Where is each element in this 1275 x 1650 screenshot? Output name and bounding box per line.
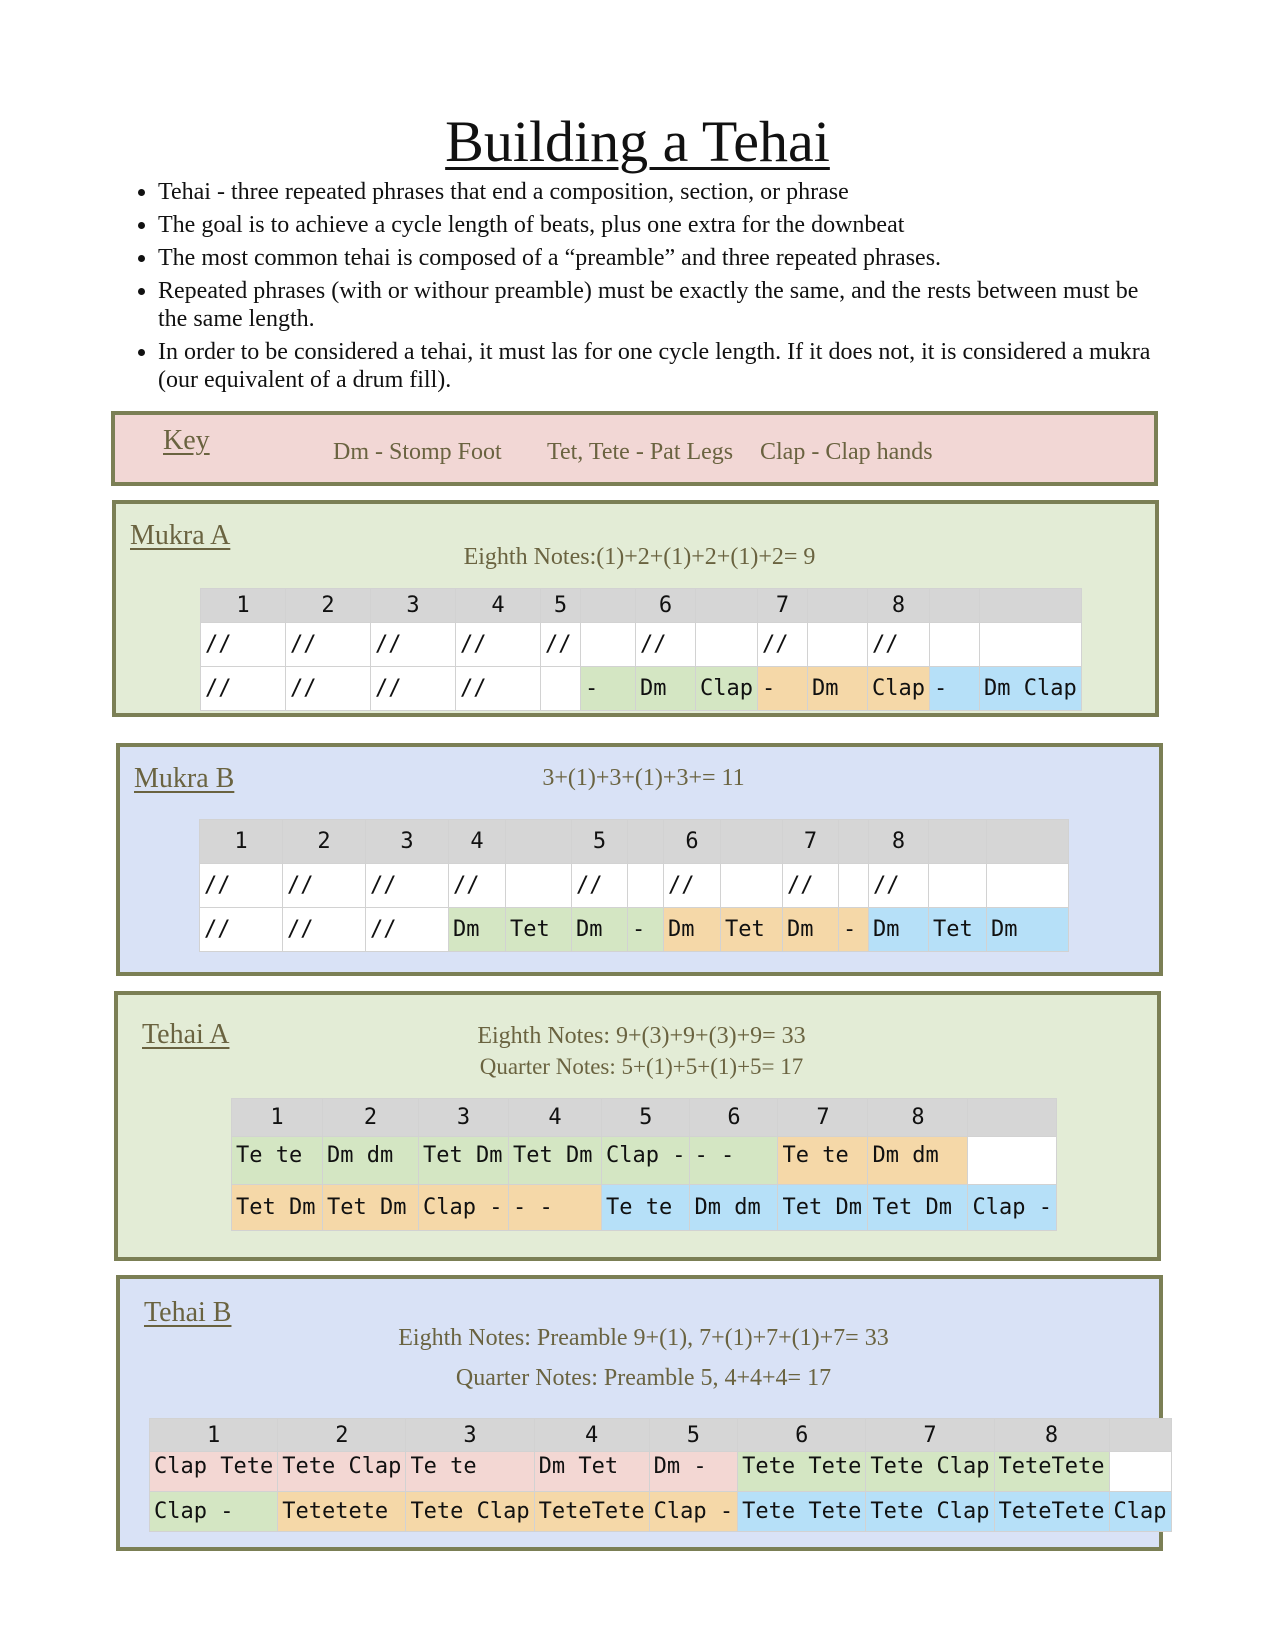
cell bbox=[839, 864, 869, 908]
beat-header bbox=[628, 820, 664, 864]
tehai-b-row-1 bbox=[150, 1452, 1172, 1492]
key-panel bbox=[111, 411, 1158, 486]
cell bbox=[541, 667, 581, 711]
beat-header: 6 bbox=[636, 589, 696, 623]
tehai-a-table bbox=[231, 1098, 1057, 1231]
cell bbox=[696, 623, 758, 667]
cell bbox=[929, 864, 987, 908]
beat-header: 8 bbox=[867, 589, 929, 623]
cell: Dm dm bbox=[868, 1137, 968, 1185]
cell: Dm bbox=[869, 908, 929, 952]
beat-header: 4 bbox=[534, 1419, 649, 1452]
mukra-a-header-row bbox=[201, 589, 1082, 623]
beat-header: 2 bbox=[323, 1099, 419, 1137]
tehai-b-formula-eighth: Eighth Notes: Preamble 9+(1), 7+(1)+7+(1)+7= 33 bbox=[398, 1325, 889, 1351]
cell bbox=[979, 623, 1081, 667]
cell: // bbox=[869, 864, 929, 908]
key-item-clap: Clap - Clap hands bbox=[760, 439, 933, 465]
beat-header: 1 bbox=[150, 1419, 278, 1452]
key-label: Key bbox=[163, 425, 210, 456]
beat-header bbox=[696, 589, 758, 623]
cell: // bbox=[366, 864, 449, 908]
cell: TeteTete bbox=[534, 1492, 649, 1532]
cell bbox=[581, 623, 636, 667]
cell: Tete Clap bbox=[278, 1452, 406, 1492]
mukra-a-row-2 bbox=[201, 667, 1082, 711]
cell bbox=[628, 864, 664, 908]
beat-header: 5 bbox=[602, 1099, 690, 1137]
beat-header bbox=[979, 589, 1081, 623]
cell: // bbox=[449, 864, 506, 908]
cell: // bbox=[201, 623, 286, 667]
cell: // bbox=[371, 623, 456, 667]
beat-header: 8 bbox=[994, 1419, 1109, 1452]
cell: Dm bbox=[783, 908, 839, 952]
beat-header: 2 bbox=[278, 1419, 406, 1452]
cell: Clap - bbox=[602, 1137, 690, 1185]
cell: - bbox=[581, 667, 636, 711]
tehai-a-row-2 bbox=[232, 1185, 1057, 1231]
beat-header: 4 bbox=[456, 589, 541, 623]
cell: Te te bbox=[602, 1185, 690, 1231]
cell: Tet Dm bbox=[419, 1137, 509, 1185]
cell: Dm Clap bbox=[979, 667, 1081, 711]
cell: Dm bbox=[987, 908, 1069, 952]
beat-header: 5 bbox=[649, 1419, 737, 1452]
beat-header: 7 bbox=[783, 820, 839, 864]
tehai-b-formula-quarter: Quarter Notes: Preamble 5, 4+4+4= 17 bbox=[455, 1365, 832, 1391]
bullet-list bbox=[150, 178, 1168, 399]
beat-header bbox=[807, 589, 867, 623]
cell: Tete Tete bbox=[738, 1492, 866, 1532]
mukra-b-row-1 bbox=[200, 864, 1069, 908]
cell: Tet Dm bbox=[868, 1185, 968, 1231]
cell: // bbox=[456, 667, 541, 711]
mukra-b-formula: 3+(1)+3+(1)+3+= 11 bbox=[542, 765, 745, 791]
cell: Clap bbox=[867, 667, 929, 711]
cell: Tet Dm bbox=[509, 1137, 602, 1185]
cell: - bbox=[628, 908, 664, 952]
beat-header: 4 bbox=[449, 820, 506, 864]
beat-header: 5 bbox=[572, 820, 628, 864]
cell: // bbox=[366, 908, 449, 952]
cell: // bbox=[636, 623, 696, 667]
cell: TeteTete bbox=[994, 1452, 1109, 1492]
beat-header: 6 bbox=[738, 1419, 866, 1452]
cell: Tete Tete bbox=[738, 1452, 866, 1492]
beat-header bbox=[968, 1099, 1056, 1137]
cell: Tet Dm bbox=[778, 1185, 868, 1231]
key-item-tet: Tet, Tete - Pat Legs bbox=[547, 439, 734, 465]
cell: Te te bbox=[406, 1452, 534, 1492]
beat-header: 7 bbox=[866, 1419, 994, 1452]
cell: // bbox=[283, 908, 366, 952]
cell: Te te bbox=[232, 1137, 323, 1185]
tehai-b-header-row bbox=[150, 1419, 1172, 1452]
cell bbox=[807, 623, 867, 667]
tehai-a-title: Tehai A bbox=[142, 1019, 230, 1050]
tehai-a-formula-eighth: Eighth Notes: 9+(3)+9+(3)+9= 33 bbox=[477, 1023, 806, 1049]
bullet-item: • The most common tehai is composed of a “preamble” and three repeated phrases. bbox=[158, 244, 1168, 272]
mukra-b-table bbox=[199, 819, 1069, 952]
cell: Tete Clap bbox=[406, 1492, 534, 1532]
cell: // bbox=[200, 864, 283, 908]
cell: Dm bbox=[572, 908, 628, 952]
cell: // bbox=[867, 623, 929, 667]
beat-header: 6 bbox=[664, 820, 721, 864]
beat-header: 8 bbox=[869, 820, 929, 864]
cell: - - bbox=[509, 1185, 602, 1231]
cell: Clap Tete bbox=[150, 1452, 278, 1492]
cell bbox=[506, 864, 572, 908]
bullet-item: • Repeated phrases (with or withour preamble) must be exactly the same, and the rests between must be the same length. bbox=[158, 277, 1168, 333]
mukra-b-header-row bbox=[200, 820, 1069, 864]
beat-header: 1 bbox=[201, 589, 286, 623]
cell: Tet bbox=[506, 908, 572, 952]
cell: - - bbox=[690, 1137, 778, 1185]
cell: // bbox=[286, 667, 371, 711]
beat-header bbox=[506, 820, 572, 864]
cell bbox=[987, 864, 1069, 908]
cell: Clap bbox=[1109, 1492, 1171, 1532]
mukra-a-table bbox=[200, 588, 1082, 711]
beat-header: 4 bbox=[509, 1099, 602, 1137]
cell: Tet bbox=[721, 908, 783, 952]
cell: Dm bbox=[664, 908, 721, 952]
mukra-a-row-1 bbox=[201, 623, 1082, 667]
beat-header: 3 bbox=[366, 820, 449, 864]
mukra-b-title: Mukra B bbox=[134, 763, 235, 794]
tehai-a-row-1 bbox=[232, 1137, 1057, 1185]
cell: // bbox=[783, 864, 839, 908]
tehai-b-table bbox=[149, 1418, 1172, 1532]
beat-header: 1 bbox=[232, 1099, 323, 1137]
page-title: Building a Tehai bbox=[445, 109, 830, 174]
bullet-item: • Tehai - three repeated phrases that end a composition, section, or phrase bbox=[158, 178, 1168, 206]
beat-header bbox=[987, 820, 1069, 864]
cell: Dm bbox=[449, 908, 506, 952]
cell: Dm Tet bbox=[534, 1452, 649, 1492]
mukra-a-title: Mukra A bbox=[130, 520, 231, 551]
cell bbox=[968, 1137, 1056, 1185]
beat-header: 5 bbox=[541, 589, 581, 623]
cell: // bbox=[283, 864, 366, 908]
beat-header: 2 bbox=[286, 589, 371, 623]
tehai-b-panel bbox=[116, 1275, 1167, 1551]
cell: Tete Clap bbox=[866, 1492, 994, 1532]
cell: Dm bbox=[636, 667, 696, 711]
key-item-dm: Dm - Stomp Foot bbox=[333, 439, 502, 465]
mukra-b-panel bbox=[116, 743, 1163, 976]
cell: // bbox=[200, 908, 283, 952]
beat-header bbox=[839, 820, 869, 864]
cell: TeteTete bbox=[994, 1492, 1109, 1532]
beat-header: 1 bbox=[200, 820, 283, 864]
beat-header: 7 bbox=[757, 589, 807, 623]
tehai-a-formula-quarter: Quarter Notes: 5+(1)+5+(1)+5= 17 bbox=[479, 1054, 804, 1079]
cell: - bbox=[929, 667, 979, 711]
beat-header: 6 bbox=[690, 1099, 778, 1137]
cell: Te te bbox=[778, 1137, 868, 1185]
bullet-item: • In order to be considered a tehai, it must las for one cycle length. If it does not, it is considered a mukra (our equivalent of a drum fill). bbox=[158, 338, 1168, 394]
mukra-a-formula: Eighth Notes:(1)+2+(1)+2+(1)+2= 9 bbox=[463, 544, 816, 570]
mukra-a-panel bbox=[112, 500, 1159, 717]
cell bbox=[929, 623, 979, 667]
cell: Tet bbox=[929, 908, 987, 952]
mukra-b-row-2 bbox=[200, 908, 1069, 952]
beat-header bbox=[929, 589, 979, 623]
cell: // bbox=[664, 864, 721, 908]
beat-header: 7 bbox=[778, 1099, 868, 1137]
cell: Dm bbox=[807, 667, 867, 711]
cell: Tetetete bbox=[278, 1492, 406, 1532]
cell: Clap - bbox=[419, 1185, 509, 1231]
beat-header bbox=[1109, 1419, 1171, 1452]
cell: Dm dm bbox=[690, 1185, 778, 1231]
cell: - bbox=[757, 667, 807, 711]
cell: Dm dm bbox=[323, 1137, 419, 1185]
beat-header: 3 bbox=[371, 589, 456, 623]
cell: // bbox=[201, 667, 286, 711]
beat-header: 3 bbox=[419, 1099, 509, 1137]
beat-header: 8 bbox=[868, 1099, 968, 1137]
beat-header bbox=[721, 820, 783, 864]
cell: // bbox=[757, 623, 807, 667]
cell: Clap - bbox=[649, 1492, 737, 1532]
beat-header: 2 bbox=[283, 820, 366, 864]
cell: // bbox=[572, 864, 628, 908]
tehai-a-header-row bbox=[232, 1099, 1057, 1137]
cell: Tet Dm bbox=[323, 1185, 419, 1231]
cell: Clap - bbox=[968, 1185, 1056, 1231]
cell: Tete Clap bbox=[866, 1452, 994, 1492]
cell: - bbox=[839, 908, 869, 952]
cell: Tet Dm bbox=[232, 1185, 323, 1231]
beat-header: 3 bbox=[406, 1419, 534, 1452]
tehai-b-title: Tehai B bbox=[144, 1297, 232, 1328]
cell bbox=[1109, 1452, 1171, 1492]
tehai-a-panel bbox=[114, 991, 1161, 1261]
cell: Dm - bbox=[649, 1452, 737, 1492]
beat-header bbox=[581, 589, 636, 623]
cell: // bbox=[456, 623, 541, 667]
cell: // bbox=[286, 623, 371, 667]
cell bbox=[721, 864, 783, 908]
tehai-b-row-2 bbox=[150, 1492, 1172, 1532]
bullet-item: • The goal is to achieve a cycle length of beats, plus one extra for the downbeat bbox=[158, 211, 1168, 239]
beat-header bbox=[929, 820, 987, 864]
cell: Clap - bbox=[150, 1492, 278, 1532]
cell: Clap bbox=[696, 667, 758, 711]
cell: // bbox=[541, 623, 581, 667]
cell: // bbox=[371, 667, 456, 711]
